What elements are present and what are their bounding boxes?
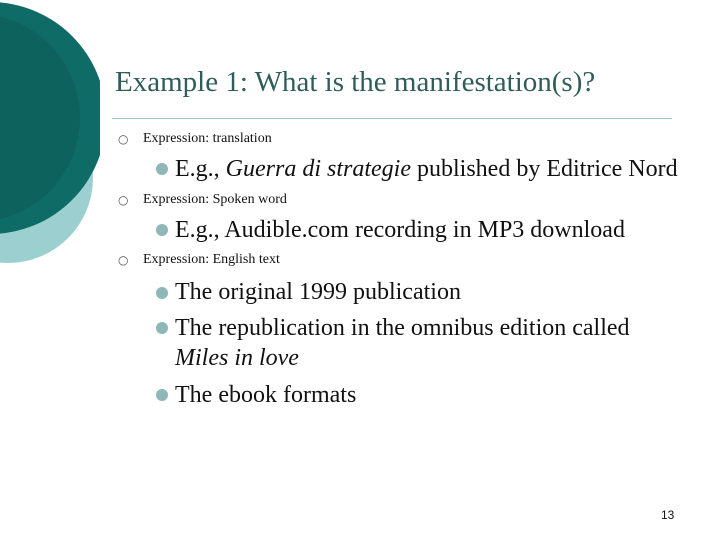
book-title-italic: Guerra di strategie (225, 156, 411, 182)
dot-bullet-icon (156, 163, 168, 175)
decorative-circles (0, 0, 100, 300)
slide-title: Example 1: What is the manifestation(s)? (115, 66, 596, 98)
sub-bullet-suffix: published by Editrice Nord (411, 156, 678, 182)
sub-bullet-prefix: The republication in the omnibus edition called (175, 315, 630, 341)
dot-bullet-icon (156, 224, 168, 236)
sub-bullet-prefix: E.g., (175, 156, 226, 182)
bullet-expression-translation: Expression: translation (143, 131, 272, 146)
sub-bullet-translation-example (175, 154, 678, 184)
sub-bullet-original-publication: The original 1999 publication (175, 279, 461, 305)
circle-bullet-icon: ○ (118, 253, 129, 267)
dot-bullet-icon (156, 287, 168, 299)
title-divider (112, 118, 672, 119)
dot-bullet-icon (156, 389, 168, 401)
omnibus-title-italic: Miles in love (175, 345, 299, 371)
bullet-expression-spoken-word: Expression: Spoken word (143, 192, 287, 207)
sub-bullet-ebook-formats: The ebook formats (175, 382, 357, 408)
circle-bullet-icon: ○ (118, 132, 129, 146)
sub-bullet-spoken-example: E.g., Audible.com recording in MP3 download (175, 217, 625, 243)
dot-bullet-icon (156, 322, 168, 334)
sub-bullet-omnibus-edition (175, 313, 685, 373)
circle-bullet-icon: ○ (118, 193, 129, 207)
bullet-expression-english-text: Expression: English text (143, 252, 280, 267)
page-number: 13 (661, 508, 675, 522)
